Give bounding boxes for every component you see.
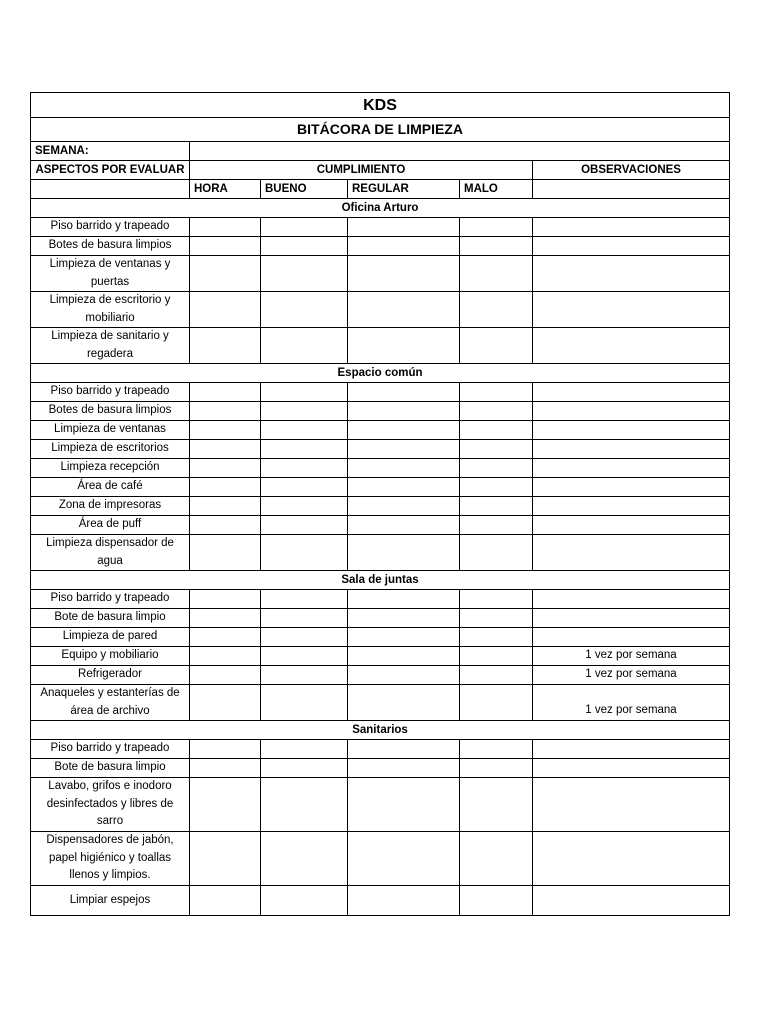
aspect-label: Botes de basura limpios: [31, 237, 190, 256]
hora-cell[interactable]: [190, 402, 261, 421]
observation-cell[interactable]: [533, 421, 730, 440]
bueno-cell[interactable]: [261, 740, 348, 759]
hora-cell[interactable]: [190, 383, 261, 402]
bueno-cell[interactable]: [261, 256, 348, 292]
bueno-cell[interactable]: [261, 886, 348, 916]
regular-cell[interactable]: [348, 778, 460, 832]
table-row: [31, 421, 730, 440]
hora-cell[interactable]: [190, 832, 261, 886]
aspect-label: Piso barrido y trapeado: [31, 590, 190, 609]
company-title: KDS: [31, 93, 730, 118]
hora-cell[interactable]: [190, 759, 261, 778]
malo-cell[interactable]: [460, 778, 533, 832]
regular-cell[interactable]: [348, 628, 460, 647]
malo-cell[interactable]: [460, 218, 533, 237]
malo-header: MALO: [460, 180, 533, 199]
bueno-cell[interactable]: [261, 497, 348, 516]
table-row: [31, 292, 730, 328]
bueno-cell[interactable]: [261, 478, 348, 497]
regular-cell[interactable]: [348, 459, 460, 478]
hora-cell[interactable]: [190, 440, 261, 459]
compliance-header: CUMPLIMIENTO: [190, 161, 533, 180]
observations-header: OBSERVACIONES: [533, 161, 730, 180]
bueno-cell[interactable]: [261, 421, 348, 440]
bueno-cell[interactable]: [261, 590, 348, 609]
bueno-cell[interactable]: [261, 759, 348, 778]
observation-cell[interactable]: [533, 256, 730, 292]
regular-cell[interactable]: [348, 383, 460, 402]
observation-cell[interactable]: [533, 292, 730, 328]
hora-cell[interactable]: [190, 497, 261, 516]
aspect-label: Limpieza de sanitario y regadera: [31, 328, 190, 364]
hora-cell[interactable]: [190, 685, 261, 721]
aspect-label: Piso barrido y trapeado: [31, 383, 190, 402]
table-row: [31, 666, 730, 685]
observation-cell[interactable]: [533, 628, 730, 647]
bueno-cell[interactable]: [261, 516, 348, 535]
regular-cell[interactable]: [348, 516, 460, 535]
bueno-cell[interactable]: [261, 440, 348, 459]
observation-cell[interactable]: [533, 459, 730, 478]
regular-cell[interactable]: [348, 647, 460, 666]
table-row: [31, 628, 730, 647]
table-row: [31, 237, 730, 256]
observation-cell[interactable]: [533, 237, 730, 256]
hora-cell[interactable]: [190, 886, 261, 916]
hora-cell[interactable]: [190, 237, 261, 256]
table-row: [31, 740, 730, 759]
observation-cell[interactable]: [533, 778, 730, 832]
table-row: [31, 778, 730, 832]
hora-cell[interactable]: [190, 590, 261, 609]
section-header: Sala de juntas: [31, 571, 730, 590]
section-header: Sanitarios: [31, 721, 730, 740]
aspect-label: Bote de basura limpio: [31, 759, 190, 778]
observation-cell[interactable]: [533, 383, 730, 402]
hora-cell[interactable]: [190, 647, 261, 666]
malo-cell[interactable]: [460, 256, 533, 292]
hora-cell[interactable]: [190, 421, 261, 440]
regular-cell[interactable]: [348, 759, 460, 778]
malo-cell[interactable]: [460, 237, 533, 256]
observation-cell[interactable]: [533, 832, 730, 886]
observation-cell[interactable]: [533, 402, 730, 421]
bueno-cell[interactable]: [261, 292, 348, 328]
malo-cell[interactable]: [460, 383, 533, 402]
aspect-label: Anaqueles y estanterías de área de archivo: [31, 685, 190, 721]
observations-subheader-blank: [533, 180, 730, 199]
table-row: [31, 535, 730, 571]
regular-cell[interactable]: [348, 685, 460, 721]
table-row: [31, 832, 730, 886]
regular-cell[interactable]: [348, 740, 460, 759]
table-row: [31, 218, 730, 237]
observation-cell[interactable]: [533, 497, 730, 516]
bueno-cell[interactable]: [261, 218, 348, 237]
regular-cell[interactable]: [348, 832, 460, 886]
aspect-label: Dispensadores de jabón, papel higiénico y toallas llenos y limpios.: [31, 832, 190, 886]
hora-cell[interactable]: [190, 628, 261, 647]
observation-cell[interactable]: [533, 516, 730, 535]
aspect-label: Limpieza de ventanas y puertas: [31, 256, 190, 292]
regular-header: REGULAR: [348, 180, 460, 199]
aspect-label: Limpieza de escritorio y mobiliario: [31, 292, 190, 328]
table-row: [31, 609, 730, 628]
malo-cell[interactable]: [460, 497, 533, 516]
malo-cell[interactable]: [460, 402, 533, 421]
malo-cell[interactable]: [460, 666, 533, 685]
aspect-label: Zona de impresoras: [31, 497, 190, 516]
table-row: [31, 590, 730, 609]
hora-cell[interactable]: [190, 459, 261, 478]
hora-cell[interactable]: [190, 778, 261, 832]
aspect-label: Limpieza de escritorios: [31, 440, 190, 459]
observation-cell[interactable]: 1 vez por semana: [533, 666, 730, 685]
bueno-cell[interactable]: [261, 383, 348, 402]
malo-cell[interactable]: [460, 628, 533, 647]
bueno-cell[interactable]: [261, 237, 348, 256]
aspect-label: Equipo y mobiliario: [31, 647, 190, 666]
malo-cell[interactable]: [460, 328, 533, 364]
week-label: SEMANA:: [31, 142, 190, 161]
observation-cell[interactable]: [533, 535, 730, 571]
hora-cell[interactable]: [190, 740, 261, 759]
bueno-cell[interactable]: [261, 402, 348, 421]
aspect-label: Limpieza dispensador de agua: [31, 535, 190, 571]
observation-cell[interactable]: [533, 590, 730, 609]
section-header: Espacio común: [31, 364, 730, 383]
table-row: [31, 402, 730, 421]
regular-cell[interactable]: [348, 440, 460, 459]
table-row: [31, 497, 730, 516]
bueno-header: BUENO: [261, 180, 348, 199]
table-row: [31, 256, 730, 292]
hora-cell[interactable]: [190, 516, 261, 535]
malo-cell[interactable]: [460, 685, 533, 721]
malo-cell[interactable]: [460, 590, 533, 609]
aspect-label: Botes de basura limpios: [31, 402, 190, 421]
aspect-label: Lavabo, grifos e inodoro desinfectados y libres de sarro: [31, 778, 190, 832]
table-row: [31, 516, 730, 535]
bueno-cell[interactable]: [261, 832, 348, 886]
table-row: [31, 759, 730, 778]
cleaning-log-table: [30, 92, 730, 916]
observation-cell[interactable]: [533, 886, 730, 916]
regular-cell[interactable]: [348, 402, 460, 421]
hora-cell[interactable]: [190, 328, 261, 364]
bueno-cell[interactable]: [261, 459, 348, 478]
table-row: [31, 478, 730, 497]
bueno-cell[interactable]: [261, 778, 348, 832]
regular-cell[interactable]: [348, 421, 460, 440]
malo-cell[interactable]: [460, 609, 533, 628]
log-title: BITÁCORA DE LIMPIEZA: [31, 118, 730, 142]
hora-cell[interactable]: [190, 292, 261, 328]
regular-cell[interactable]: [348, 328, 460, 364]
hora-cell[interactable]: [190, 666, 261, 685]
aspect-label: Piso barrido y trapeado: [31, 740, 190, 759]
observation-cell[interactable]: [533, 478, 730, 497]
regular-cell[interactable]: [348, 292, 460, 328]
malo-cell[interactable]: [460, 832, 533, 886]
table-row: [31, 459, 730, 478]
table-row: [31, 383, 730, 402]
malo-cell[interactable]: [460, 440, 533, 459]
observation-cell[interactable]: [533, 609, 730, 628]
aspect-label: Refrigerador: [31, 666, 190, 685]
week-field[interactable]: [190, 142, 730, 161]
regular-cell[interactable]: [348, 666, 460, 685]
hora-cell[interactable]: [190, 535, 261, 571]
table-row: [31, 440, 730, 459]
aspect-label: Limpieza de pared: [31, 628, 190, 647]
malo-cell[interactable]: [460, 478, 533, 497]
bueno-cell[interactable]: [261, 647, 348, 666]
hora-header: HORA: [190, 180, 261, 199]
malo-cell[interactable]: [460, 759, 533, 778]
table-row: [31, 328, 730, 364]
malo-cell[interactable]: [460, 292, 533, 328]
aspects-header: ASPECTOS POR EVALUAR: [31, 161, 190, 180]
regular-cell[interactable]: [348, 609, 460, 628]
observation-cell[interactable]: [533, 218, 730, 237]
regular-cell[interactable]: [348, 256, 460, 292]
malo-cell[interactable]: [460, 886, 533, 916]
hora-cell[interactable]: [190, 218, 261, 237]
aspect-label: Limpiar espejos: [31, 886, 190, 916]
observation-cell[interactable]: [533, 759, 730, 778]
table-row: [31, 685, 730, 721]
malo-cell[interactable]: [460, 421, 533, 440]
aspect-label: Área de café: [31, 478, 190, 497]
observation-cell[interactable]: 1 vez por semana: [533, 685, 730, 721]
bueno-cell[interactable]: [261, 666, 348, 685]
aspects-subheader-blank: [31, 180, 190, 199]
malo-cell[interactable]: [460, 459, 533, 478]
bueno-cell[interactable]: [261, 609, 348, 628]
malo-cell[interactable]: [460, 647, 533, 666]
regular-cell[interactable]: [348, 478, 460, 497]
bueno-cell[interactable]: [261, 328, 348, 364]
malo-cell[interactable]: [460, 535, 533, 571]
aspect-label: Piso barrido y trapeado: [31, 218, 190, 237]
observation-cell[interactable]: [533, 328, 730, 364]
hora-cell[interactable]: [190, 478, 261, 497]
observation-cell[interactable]: [533, 440, 730, 459]
regular-cell[interactable]: [348, 590, 460, 609]
aspect-label: Bote de basura limpio: [31, 609, 190, 628]
malo-cell[interactable]: [460, 740, 533, 759]
regular-cell[interactable]: [348, 218, 460, 237]
malo-cell[interactable]: [460, 516, 533, 535]
aspect-label: Limpieza recepción: [31, 459, 190, 478]
regular-cell[interactable]: [348, 497, 460, 516]
table-row: [31, 647, 730, 666]
bueno-cell[interactable]: [261, 535, 348, 571]
aspect-label: Limpieza de ventanas: [31, 421, 190, 440]
regular-cell[interactable]: [348, 237, 460, 256]
observation-cell[interactable]: [533, 740, 730, 759]
bueno-cell[interactable]: [261, 685, 348, 721]
bueno-cell[interactable]: [261, 628, 348, 647]
regular-cell[interactable]: [348, 886, 460, 916]
aspect-label: Área de puff: [31, 516, 190, 535]
hora-cell[interactable]: [190, 256, 261, 292]
observation-cell[interactable]: 1 vez por semana: [533, 647, 730, 666]
hora-cell[interactable]: [190, 609, 261, 628]
regular-cell[interactable]: [348, 535, 460, 571]
section-header: Oficina Arturo: [31, 199, 730, 218]
table-row: [31, 886, 730, 916]
